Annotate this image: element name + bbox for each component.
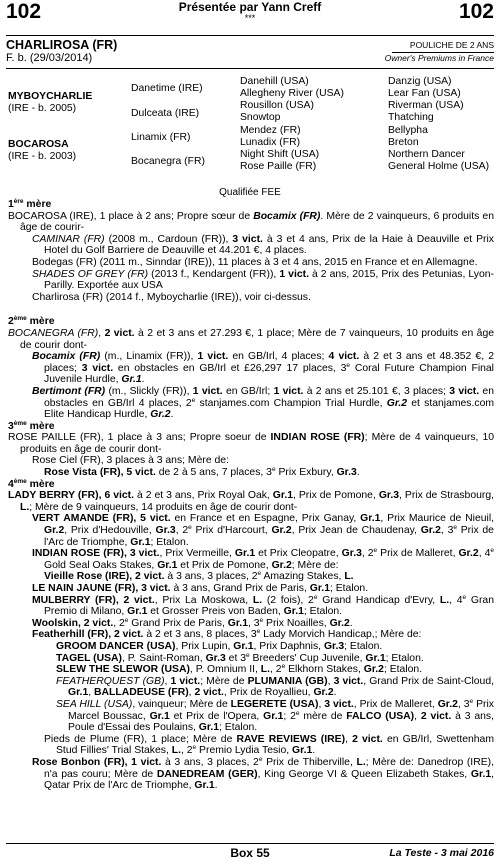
- lot-number-right: 102: [458, 0, 494, 23]
- section-title: 4ème mère: [8, 477, 55, 490]
- sire-name: MYBOYCHARLIE: [8, 91, 93, 102]
- pedigree-ancestor: General Holme (USA): [388, 161, 490, 172]
- produce-entry: MULBERRY (FR), 2 vict., Prix La Moskowa, L. (2 fois), 2e Grand Handicap d'Evry, L., 4e Gran Premio di Milano, Gr.1 et Grosser Preis von Baden, Gr.1; Etalon.: [32, 593, 494, 618]
- pedigree-ancestor: Danzig (USA): [388, 76, 452, 87]
- footer: [6, 846, 494, 860]
- pedigree-ancestor: Lunadix (FR): [240, 137, 301, 148]
- lot-number-left: 102: [6, 0, 42, 23]
- pedigree-ancestor: Dulceata (IRE): [131, 108, 200, 119]
- box-number: Box 55: [230, 846, 270, 860]
- divider: [6, 35, 494, 36]
- sire-origin: (IRE - b. 2005): [8, 103, 77, 114]
- produce-entry: Rose Vista (FR), 5 vict. de 2 à 5 ans, 7 places, 3e Prix Exbury, Gr.3.: [44, 466, 360, 479]
- produce-entry: Bocamix (FR) (m., Linamix (FR)), 1 vict. en GB/Irl, 4 places; 4 vict. à 2 et 3 ans et 48.352 €, 2 places; 3 vict. en obstacles en GB/Irl et £26,297 17 places, 3e Coral Future Champion Final Juvenile Hurdle, Gr.1.: [32, 351, 494, 386]
- section-title: 3ème mère: [8, 419, 55, 432]
- pedigree-ancestor: Rose Paille (FR): [240, 161, 317, 172]
- pedigree-ancestor: Bellypha: [388, 125, 428, 136]
- produce-entry: SHADES OF GREY (FR) (2013 f., Kendargent (FR)), 1 vict. à 2 ans, 2015, Prix des Petunias, Lyon-Parilly. Exportée aux USA: [32, 268, 494, 292]
- pedigree-ancestor: Northern Dancer: [388, 149, 465, 160]
- section-title: 2ème mère: [8, 315, 55, 328]
- produce-entry: SLEW THE SLEWOR (USA), P. Omnium II, L., 2e Elkhorn Stakes, Gr.2; Etalon.: [56, 663, 423, 676]
- produce-entry: INDIAN ROSE (FR), 3 vict., Prix Vermeille, Gr.1 et Prix Cleopatre, Gr.3, 2e Prix de Malleret, Gr.2, 4e Gold Seal Oaks Stakes, Gr.1 et Prix de Pomone, Gr.2; Mère de:: [32, 547, 494, 571]
- horse-name: CHARLIROSA (FR): [6, 38, 118, 52]
- sale-venue-date: La Teste - 3 mai 2016: [389, 847, 494, 859]
- section-title: 1ère mère: [8, 198, 52, 210]
- produce-entry: SEA HILL (USA), vainqueur; Mère de LEGERETE (USA), 3 vict., Prix de Malleret, Gr.2, 3e Prix Marcel Boussac, Gr.1 et Prix de l'Opera, Gr.1; 2e mère de FALCO (USA), 2 vict. à 3 ans, Poule d'Essai des Poulains, Gr.1; Etalon.: [56, 697, 494, 734]
- produce-entry: Rose Ciel (FR), 3 places à 3 ans; Mère de:: [32, 455, 229, 467]
- divider: [6, 68, 494, 69]
- pedigree-ancestor: Night Shift (USA): [240, 149, 320, 160]
- quality-stars: ***: [244, 13, 256, 23]
- catalogue-text: [8, 199, 494, 792]
- pedigree-ancestor: Danetime (IRE): [131, 83, 203, 94]
- divider: [392, 52, 494, 53]
- horse-birth: F. b. (29/03/2014): [6, 52, 93, 64]
- divider: [6, 843, 494, 844]
- dam-entry: BOCANEGRA (FR), 2 vict. à 2 et 3 ans et 27.293 €, 1 place; Mère de 7 vainqueurs, 10 produits en âge de courir dont-: [8, 327, 494, 351]
- owner-premiums-note: Owner's Premiums in France: [384, 53, 494, 63]
- pedigree-ancestor: Bocanegra (FR): [131, 156, 205, 167]
- pedigree-ancestor: Danehill (USA): [240, 76, 309, 87]
- pedigree-ancestor: Allegheny River (USA): [240, 88, 344, 99]
- horse-identity: [6, 38, 494, 68]
- pedigree-ancestor: Riverman (USA): [388, 100, 464, 111]
- dam-name: BOCAROSA: [8, 139, 69, 150]
- produce-entry: Rose Bonbon (FR), 1 vict. à 3 ans, 3 places, 2e Prix de Thiberville, L.; Mère de: Danedrop (IRE), n'a pas couru; Mère de DANEDREAM (GER), King George VI & Queen Elizabeth Stakes, Gr.1, Qatar Prix de l'Arc de Triomphe, Gr.1.: [32, 755, 494, 792]
- dam-origin: (IRE - b. 2003): [8, 151, 77, 162]
- produce-entry: CAMINAR (FR) (2008 m., Cardoun (FR)), 3 vict. à 3 et 4 ans, Prix de la Haie à Deauville et Prix Hotel du Golf Barriere de Deauville et 44.201 €, 4 places.: [32, 233, 494, 257]
- dam-entry: LADY BERRY (FR), 6 vict. à 2 et 3 ans, Prix Royal Oak, Gr.1, Prix de Pomone, Gr.3, Prix de Strasbourg, L.; Mère de 9 vainqueurs, 14 produits en âge de courir dont-: [8, 490, 495, 513]
- dam-entry: ROSE PAILLE (FR), 1 place à 3 ans; Propre soeur de INDIAN ROSE (FR); Mère de 4 vainqueurs, 10 produits en âge de courir dont-: [8, 432, 495, 455]
- produce-entry: Bodegas (FR) (2011 m., Sinndar (IRE)), 11 places à 3 et 4 ans, 2015 en France et en Allemagne.: [32, 256, 478, 268]
- produce-entry: Charlirosa (FR) (2014 f., Myboycharlie (IRE)), voir ci-dessus.: [32, 291, 311, 303]
- produce-entry: FEATHERQUEST (GB), 1 vict.; Mère de PLUMANIA (GB), 3 vict., Grand Prix de Saint-Cloud, Gr.1, BALLADEUSE (FR), 2 vict., Prix de Royallieu, Gr.2.: [56, 675, 494, 699]
- produce-entry: VERT AMANDE (FR), 5 vict. en France et en Espagne, Prix Ganay, Gr.1, Prix Maurice de Nieuil, Gr.2, Prix d'Hedouville, Gr.3, 2e Prix d'Harcourt, Gr.2, Prix Jean de Chaudenay, Gr.2, 3e Prix de l'Arc de Triomphe, Gr.1; Etalon.: [32, 513, 495, 548]
- pedigree-ancestor: Linamix (FR): [131, 132, 191, 143]
- produce-entry: LE NAIN JAUNE (FR), 3 vict. à 3 ans, Grand Prix de Paris, Gr.1; Etalon.: [32, 583, 369, 594]
- pedigree-ancestor: Lear Fan (USA): [388, 88, 461, 99]
- pedigree-ancestor: Snowtop: [240, 112, 281, 123]
- pedigree-ancestor: Mendez (FR): [240, 125, 301, 136]
- pedigree-ancestor: Rousillon (USA): [240, 100, 314, 111]
- presenter-line: Présentée par Yann Creff: [178, 0, 322, 14]
- produce-entry: Woolskin, 2 vict., 2e Grand Prix de Paris, Gr.1, 3e Prix Noailles, Gr.2.: [32, 616, 353, 629]
- header: [6, 0, 494, 26]
- produce-entry: Vieille Rose (IRE), 2 vict. à 3 ans, 3 places, 2e Amazing Stakes, L.: [44, 570, 354, 583]
- produce-entry: TAGEL (USA), P. Saint-Roman, Gr.3 et 3e Breeders' Cup Juvenile, Gr.1; Etalon.: [56, 651, 424, 664]
- produce-entry: Featherhill (FR), 2 vict. à 2 et 3 ans, 8 places, 3e Lady Morvich Handicap,; Mère de:: [32, 628, 422, 641]
- sex-age: POULICHE DE 2 ANS: [409, 40, 494, 50]
- pedigree-ancestor: Breton: [388, 137, 419, 148]
- pedigree-ancestor: Thatching: [388, 112, 434, 123]
- qualification-note: Qualifiée FEE: [219, 187, 281, 198]
- dam-entry: BOCAROSA (IRE), 1 place à 2 ans; Propre sœur de Bocamix (FR). Mère de 2 vainqueurs, 6 produits en âge de courir-: [8, 210, 494, 234]
- produce-entry: Bertimont (FR) (m., Slickly (FR)), 1 vict. en GB/Irl; 1 vict. à 2 ans et 25.101 €, 3 places; 3 vict. en obstacles en GB/Irl 4 places, 2e stanjames.com Champion Trial Hurdle, Gr.2 et stanjames.com Elite Handicap Hurdle, Gr.2.: [32, 385, 494, 421]
- pedigree-table: [8, 76, 494, 178]
- produce-entry: Pieds de Plume (FR), 1 place; Mère de RAVE REVIEWS (IRE), 2 vict. en GB/Irl, Swettenham Stud Fillies' Trial Stakes, L., 2e Premio Lydia Tesio, Gr.1.: [44, 733, 494, 757]
- produce-entry: GROOM DANCER (USA), Prix Lupin, Gr.1, Prix Daphnis, Gr.3; Etalon.: [56, 640, 383, 652]
